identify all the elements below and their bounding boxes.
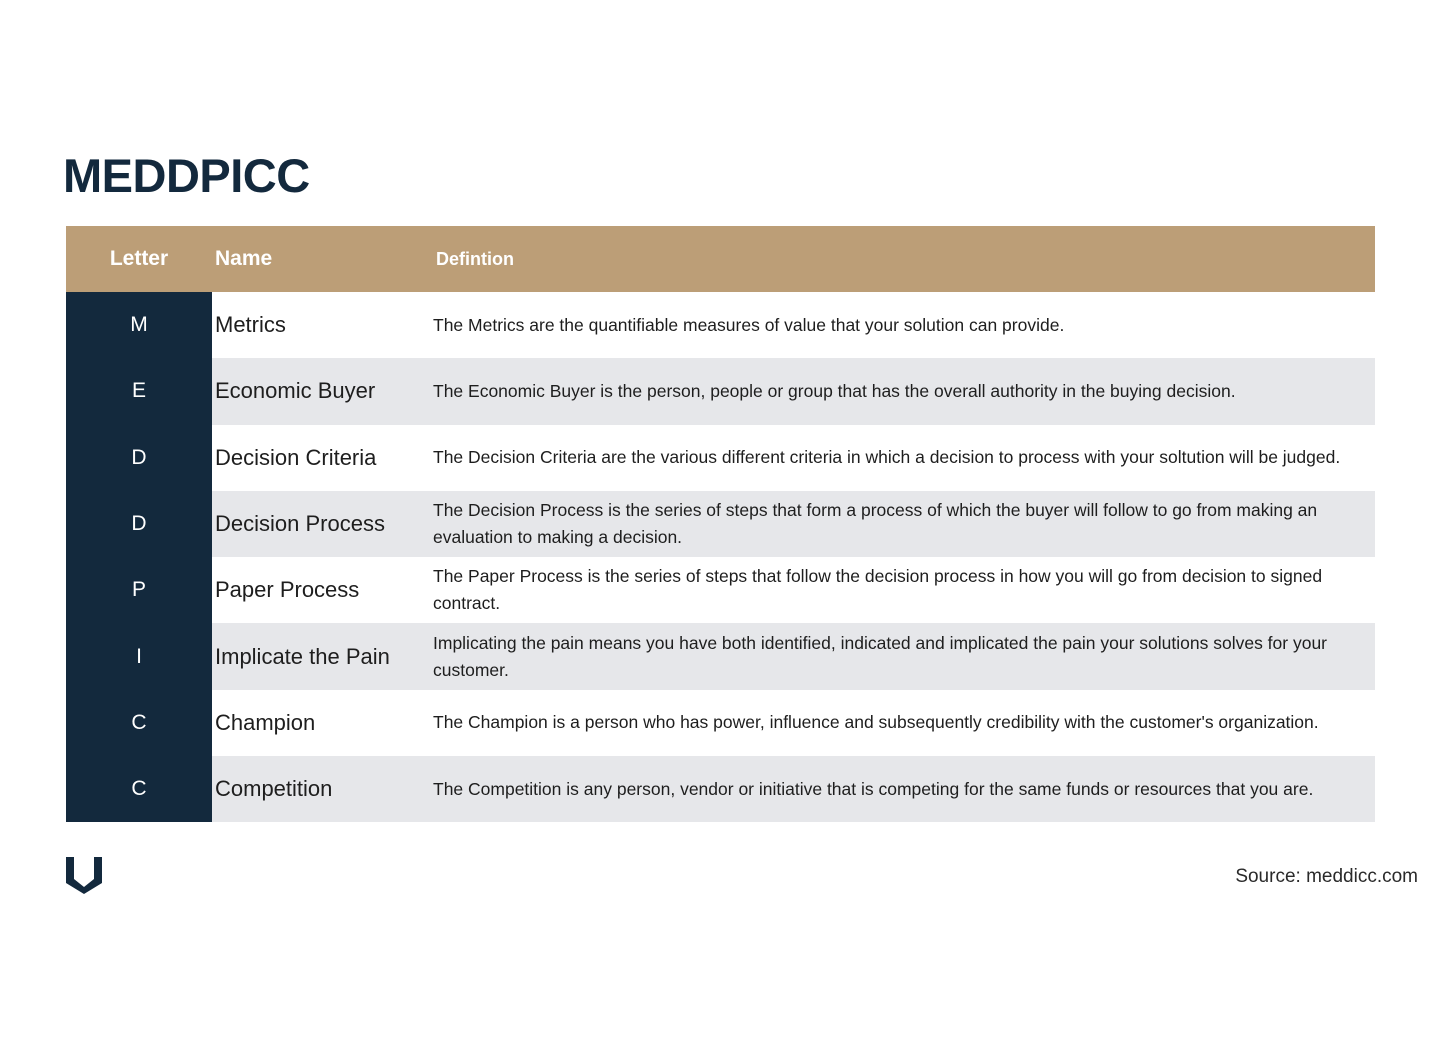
row-definition: The Metrics are the quantifiable measures of value that your solution can provide.: [433, 292, 1375, 358]
column-header-name: Name: [215, 247, 273, 270]
row-name: Decision Process: [212, 491, 433, 557]
table-row: [66, 491, 1375, 557]
table-row: [66, 623, 1375, 689]
v-shield-logo-icon: [65, 856, 103, 894]
row-letter: C: [66, 690, 212, 756]
row-letter: D: [66, 491, 212, 557]
table-header: [66, 226, 1375, 292]
page-title: MEDDPICC: [63, 149, 310, 202]
row-definition: The Decision Process is the series of steps that form a process of which the buyer will follow to go from making an evaluation to making a decision.: [433, 491, 1375, 557]
meddpicc-table: [66, 226, 1375, 822]
row-name: Metrics: [212, 292, 433, 358]
row-letter: P: [66, 557, 212, 623]
row-name: Competition: [212, 756, 433, 822]
row-letter: I: [66, 623, 212, 689]
row-name: Champion: [212, 690, 433, 756]
table-row: [66, 425, 1375, 491]
row-name: Decision Criteria: [212, 425, 433, 491]
row-definition: Implicating the pain means you have both identified, indicated and implicated the pain your solutions solves for your customer.: [433, 623, 1375, 689]
row-letter: M: [66, 292, 212, 358]
source-citation: Source: meddicc.com: [1235, 866, 1418, 887]
row-definition: The Economic Buyer is the person, people or group that has the overall authority in the buying decision.: [433, 358, 1375, 424]
row-definition: The Paper Process is the series of steps that follow the decision process in how you will go from decision to signed contract.: [433, 557, 1375, 623]
table-row: [66, 557, 1375, 623]
table-row: [66, 756, 1375, 822]
row-definition: The Champion is a person who has power, influence and subsequently credibility with the customer's organization.: [433, 690, 1375, 756]
table-row: [66, 292, 1375, 358]
row-name: Implicate the Pain: [212, 623, 433, 689]
row-definition: The Decision Criteria are the various different criteria in which a decision to process with your soltution will be judged.: [433, 425, 1375, 491]
row-name: Paper Process: [212, 557, 433, 623]
row-letter: C: [66, 756, 212, 822]
column-header-definition: Defintion: [436, 248, 514, 269]
row-name: Economic Buyer: [212, 358, 433, 424]
row-letter: E: [66, 358, 212, 424]
column-header-letter: Letter: [109, 247, 169, 270]
row-definition: The Competition is any person, vendor or initiative that is competing for the same funds or resources that you are.: [433, 756, 1375, 822]
table-row: [66, 358, 1375, 424]
row-letter: D: [66, 425, 212, 491]
table-row: [66, 690, 1375, 756]
